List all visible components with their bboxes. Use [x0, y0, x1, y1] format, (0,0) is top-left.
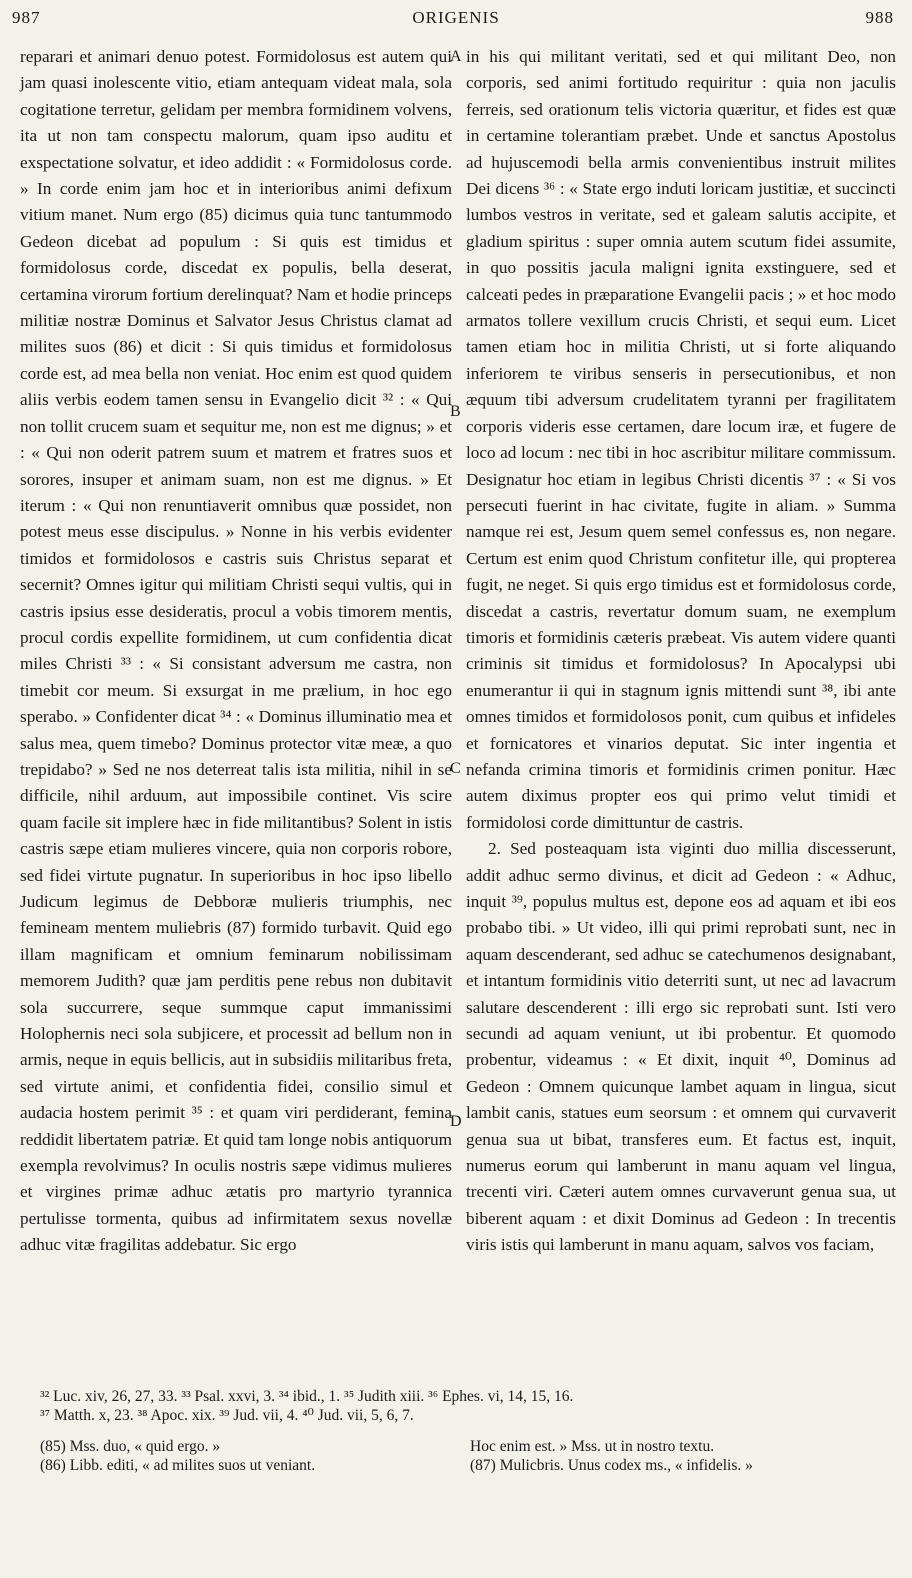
- running-title: ORIGENIS: [412, 8, 500, 27]
- margin-marker-c: C: [450, 760, 461, 777]
- note-87: (87) Mulicbris. Unus codex ms., « infidelis. »: [470, 1457, 753, 1474]
- page-number-right: 988: [865, 8, 894, 27]
- right-column: [466, 44, 896, 1259]
- notes-left: [40, 1437, 460, 1475]
- left-column: [20, 44, 452, 1259]
- margin-marker-b: B: [450, 403, 461, 420]
- margin-marker-d: D: [450, 1113, 462, 1130]
- right-column-paragraph-1: in his qui militant veritati, sed et qui militant Deo, non corporis, sed animi fortitudo requiritur : quia non jaculis ferreis, sed orationum telis victoria quæritur, et fides est quæ in certamine tolerantiam præbet. Unde et sanctus Apostolus ad hujuscemodi bella armis convenientibus instruit milites Dei dicens ³⁶ : « State ergo induti loricam justitiæ, et succincti lumbos vestros in veritate, sed et galeam salutis accipite, et gladium spiritus : super omnia autem scutum fidei assumite, in quo possitis jacula maligni ignita exstinguere, sed et calceati pedes in præparatione Evangelii pacis ; » et hoc modo armatos tollere vexillum crucis Christi, et sequi eum. Licet tamen etiam hoc in militia Christi, ut si forte aliquando inferiorem te viribus senseris in persecutionibus, et non æquum tibi adversum crudelitatem tyranni per fragilitatem corporis videris esse certamen, dare locum iræ, et fugere de loco ad locum : nec tibi in hoc ascribitur militare commissum. Designatur hoc etiam in legibus Christi dicentis ³⁷ : « Si vos persecuti fuerint in hac civitate, fugite in aliam. » Summa namque rei est, Jesum quem semel confessus es, non negare. Certum est enim quod Christum confitetur ille, qui propterea fugit, ne neget. Si quis ergo timidus est et formidolosus corde, discedat a castris, revertatur domum suam, ne exemplum timoris et formidinis cæteris præbeat. Vis autem videre quanti criminis sit timidus et formidolosus? In Apocalypsi ubi enumerantur ii qui in stagnum ignis mittendi sunt ³⁸, ibi ante omnes timidos et formidolosos ponit, cum quibus et infideles et fornicatores et vinarios deputat. Sic inter ingentia et nefanda crimina timoris et formidinis crimen ponitur. Hæc autem diximus propter eos qui primo velut timidi et formidolosi corde dimittuntur de castris.: [466, 47, 896, 832]
- footnote-ref-line-1: ³² Luc. xiv, 26, 27, 33. ³³ Psal. xxvi, 3. ³⁴ ibid., 1. ³⁵ Judith xiii. ³⁶ Ephes. vi, 14, 15, 16.: [40, 1388, 574, 1405]
- note-86-continued: Hoc enim est. » Mss. ut in nostro textu.: [470, 1438, 715, 1455]
- note-86: (86) Libb. editi, « ad milites suos ut veniant.: [40, 1457, 316, 1474]
- footnote-references: [40, 1387, 900, 1425]
- footnote-ref-line-2: ³⁷ Matth. x, 23. ³⁸ Apoc. xix. ³⁹ Jud. vii, 4. ⁴⁰ Jud. vii, 5, 6, 7.: [40, 1407, 414, 1424]
- page-header: [0, 8, 912, 34]
- page-number-left: 987: [12, 8, 41, 27]
- left-column-text: reparari et animari denuo potest. Formidolosus est autem qui jam quasi inolescente vitio, etiam antequam videat mala, sola cogitatione terretur, gelidam per membra formidinem volvens, ita ut non tam conspectu malorum, quam ipso auditu et exspectatione solvatur, et ideo addidit : « Formidolosus corde. » In corde enim jam hoc et in interioribus animi defixum vitium manet. Num ergo (85) dicimus quia tunc tantummodo Gedeon dicebat ad populum : Si quis est timidus et formidolosus corde, discedat ex populis, bella deserat, certamina virorum fortium derelinquat? Nam et hodie princeps militiæ nostræ Dominus et Salvator Jesus Christus clamat ad milites suos (86) et dicit : Si quis timidus et formidolosus corde est, ad mea bella non veniat. Hoc enim est quod quidem aliis verbis eodem tamen sensu in Evangelio dicit ³² : « Qui non tollit crucem suam et sequitur me, non est me dignus; » et : « Qui non oderit patrem suum et matrem et fratres suos et sorores, insuper et animam suam, non est me dignus. » Et iterum : « Qui non renuntiaverit omnibus quæ possidet, non potest meus esse discipulus. » Nonne in his verbis evidenter timidos et formidolosos e castris suis Christus separat et secernit? Omnes igitur qui militiam Christi sequi vultis, qui in castris ipsius esse desideratis, procul a vobis timorem mentis, procul cordis expellite formidinem, ut cum confidentia dicat miles Christi ³³ : « Si consistant adversum me castra, non timebit cor meum. Si exsurgat in me prælium, in hoc ego sperabo. » Confidenter dicat ³⁴ : « Dominus illuminatio mea et salus mea, quem timebo? Dominus protector vitæ meæ, a quo trepidabo? » Sed ne nos deterreat talis ista militia, nihil in se difficile, nihil arduum, aut impossibile continet. Vis scire quam facile sit implere hæc in fide militantibus? Solent in istis castris sæpe etiam mulieres vincere, quia non corporis robore, sed fidei virtute pugnatur. In superioribus in hoc ipso libello Judicum legimus de Debboræ mulieris triumphis, nec femineam mentem muliebris (87) formido turbavit. Quid ego illam magnificam et omnium feminarum nobilissimam memorem Judith? quæ jam perditis pene rebus non dubitavit sola succurrere, seque summque caput immanissimi Holophernis neci sola subjicere, et processit ad bellum non in armis, neque in equis bellicis, aut in subsidiis militaribus freta, sed virtute animi, et confidentia fidei, consilio simul et audacia hostem perimit ³⁵ : et quam viri perdiderant, femina reddidit libertatem patriæ. Et quid tam longe nobis antiquorum exempla revolvimus? In oculis nostris sæpe vidimus mulieres et virgines primæ adhuc ætatis pro martyrio tyrannica pertulisse tormenta, quibus ad infirmitatem sexus novellæ adhuc vitæ fragilitas addebatur. Sic ergo: [20, 47, 452, 1255]
- notes-right: [470, 1437, 890, 1475]
- right-column-paragraph-2: 2. Sed posteaquam ista viginti duo millia discesserunt, addit adhuc sermo divinus, et dicit ad Gedeon : « Adhuc, inquit ³⁹, populus multus est, depone eos ad aquam et ibi eos probabo tibi. » Ut video, illi qui primi reprobati sunt, nec in aquam descenderant, sed adhuc se catechumenos designabant, et intantum formidinis vitio deterriti sunt, ut nec ad lavacrum salutare descenderent : illi ergo sic reprobati sunt. Isti vero secundi ad aquam veniunt, ut ibi probentur. Et quomodo probentur, videamus : « Et dixit, inquit ⁴⁰, Dominus ad Gedeon : Omnem quicunque lambet aquam in lingua, sicut lambit canis, statues eum seorsum : et omnem qui curvaverit genua sua ut bibat, transferes eum. Et factus est, inquit, numerus eorum qui lamberunt in manu aquam vel lingua, trecenti viri. Cæteri autem omnes curvaverunt genua sua, ut biberent aquam : et dixit Dominus ad Gedeon : In trecentis viris istis qui lamberunt in manu aquam, salvos vos faciam,: [466, 839, 896, 1255]
- note-85: (85) Mss. duo, « quid ergo. »: [40, 1438, 221, 1455]
- margin-marker-a: A: [450, 48, 462, 65]
